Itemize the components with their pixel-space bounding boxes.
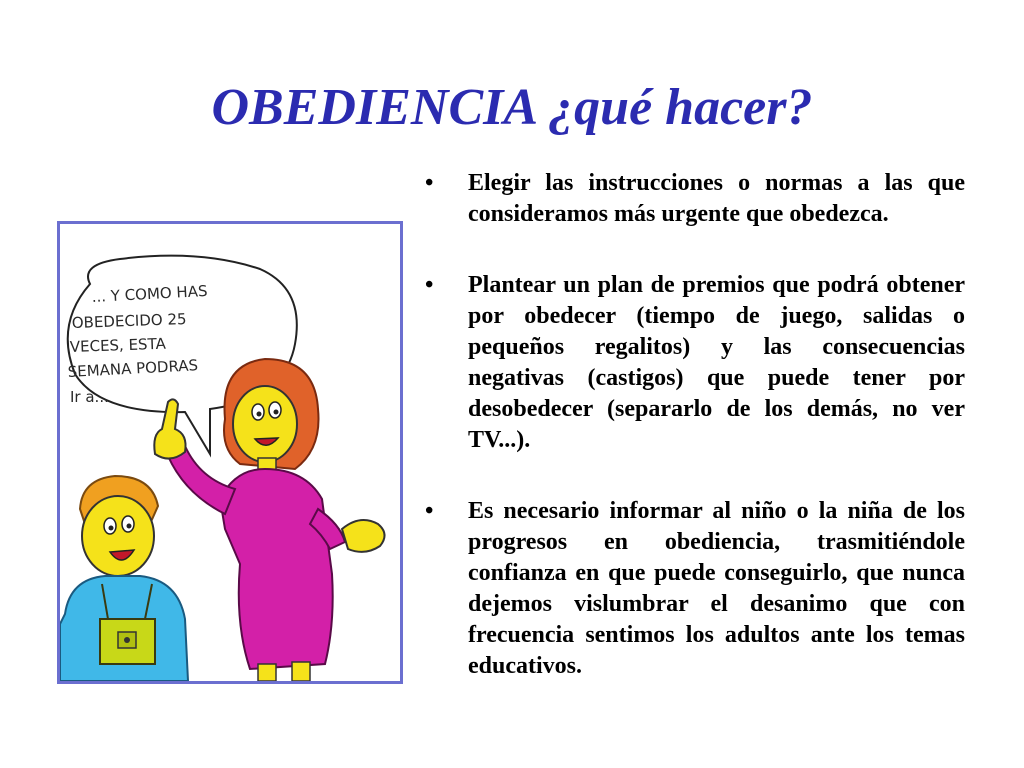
cartoon-drawing <box>60 224 400 681</box>
bullet-list <box>425 168 965 722</box>
cartoon-illustration <box>57 221 403 684</box>
bullet-marker: • <box>425 272 434 298</box>
slide-title: OBEDIENCIA ¿qué hacer? <box>211 79 813 136</box>
bullet-item <box>425 168 965 230</box>
bubble-line-3: VECES, ESTA <box>69 334 167 356</box>
bubble-line-5: Ir a... <box>70 388 109 406</box>
bubble-line-2: OBEDECIDO 25 <box>71 310 187 332</box>
bullet-text: Elegir las instrucciones o normas a las que consideramos más urgente que obedezca. <box>468 170 965 227</box>
bubble-line-4: SEMANA PODRAS <box>67 356 199 381</box>
bullet-marker: • <box>425 498 434 524</box>
bullet-marker: • <box>425 170 434 196</box>
boy-figure <box>60 476 188 681</box>
bubble-line-1: ... Y COMO HAS <box>91 281 208 306</box>
bullet-text: Plantear un plan de premios que podrá obtener por obedecer (tiempo de juego, salidas o pequeños regalitos) y las consecuencias negativas (castigos) que puede tener por desobedecer (separarlo de los demás, no ver TV...). <box>468 272 965 453</box>
bullet-item <box>425 270 965 456</box>
bullet-text: Es necesario informar al niño o la niña de los progresos en obediencia, trasmitiéndole confianza en que puede conseguirlo, que nunca dejemos vislumbrar el desanimo que con frecuencia sentimos los adultos ante los temas educativos. <box>468 498 965 679</box>
bullet-item <box>425 496 965 682</box>
